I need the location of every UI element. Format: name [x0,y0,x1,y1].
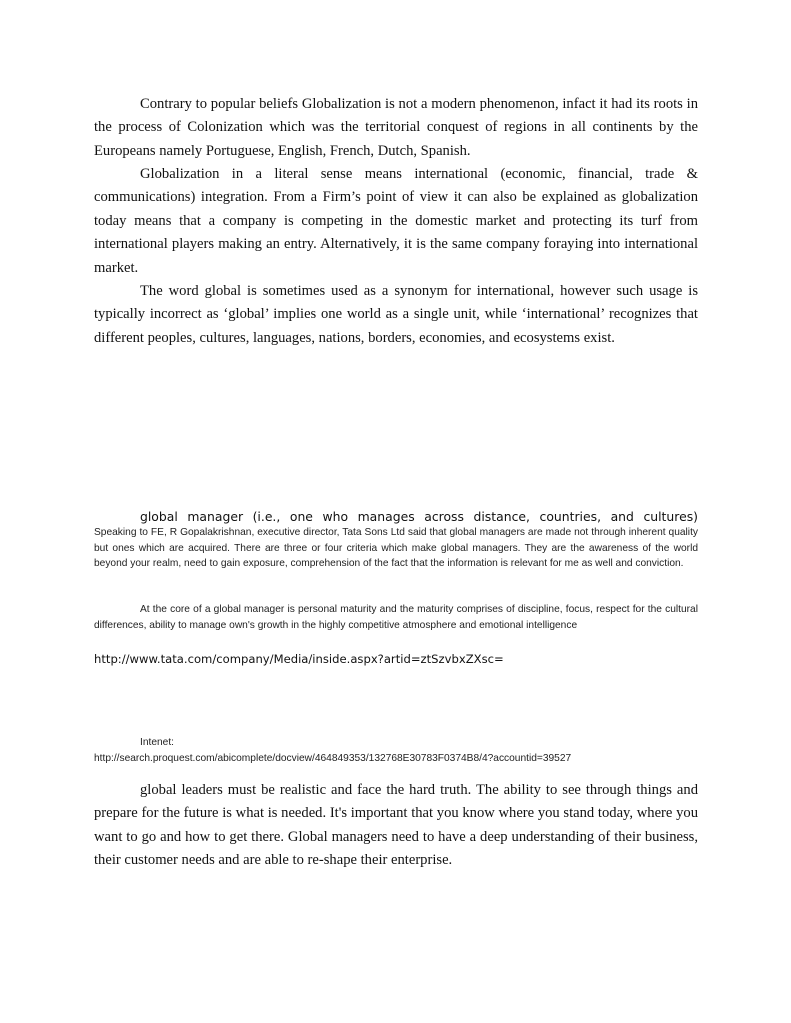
paragraph-global-vs-international: The word global is sometimes used as a synonym for international, however such usage is typically incorrect as ‘global’ implies one world as a single unit, while ‘international’ recognizes that different peoples, cultures, languages, nations, borders, economies, and ecosystems exist. [94,283,698,346]
proquest-url-link[interactable]: http://search.proquest.com/abicomplete/docview/464849353/132768E30783F0374B8/4?accountid=39527 [94,753,572,764]
tata-url-link[interactable]: http://www.tata.com/company/Media/inside.aspx?artid=ztSzvbxZXsc= [94,652,504,666]
paragraph-global-leaders: global leaders must be realistic and face the hard truth. The ability to see through things and prepare for the future is what is needed. It's important that you know where you stand today, where you want to go and how to get there. Global managers need to have a deep understanding of their business, their customer needs and are able to re-shape their enterprise. [94,782,698,869]
quote-speaking-to-fe: Speaking to FE, R Gopalakrishnan, executive director, Tata Sons Ltd said that global managers are made not through inherent quality but ones which are acquired. There are three or four criteria which make global managers. They are the awareness of the world beyond your realm, need to gain exposure, comprehension of the fact that the information is relevant for me as well and conviction. [94,527,698,570]
paragraph-colonization: Contrary to popular beliefs Globalization is not a modern phenomenon, infact it had its roots in the process of Colonization which was the territorial conquest of regions in all continents by the Europeans namely Portuguese, English, French, Dutch, Spanish. [94,96,698,159]
paragraph-literal-sense: Globalization in a literal sense means international (economic, financial, trade & communications) integration. From a Firm’s point of view it can also be explained as globalization today means that a company is competing in the domestic market and protecting its turf from international players making an entry. Alternatively, it is the same company foraying into international market. [94,166,698,276]
manager-heading: global manager (i.e., one who manages across distance, countries, and cultures) [140,509,698,524]
internet-label: Intenet: [140,737,174,748]
quote-core-of-manager: At the core of a global manager is personal maturity and the maturity comprises of discipline, focus, respect for the cultural differences, ability to manage own's growth in the highly competitive atmosphere and emotional intelligence [94,604,698,631]
